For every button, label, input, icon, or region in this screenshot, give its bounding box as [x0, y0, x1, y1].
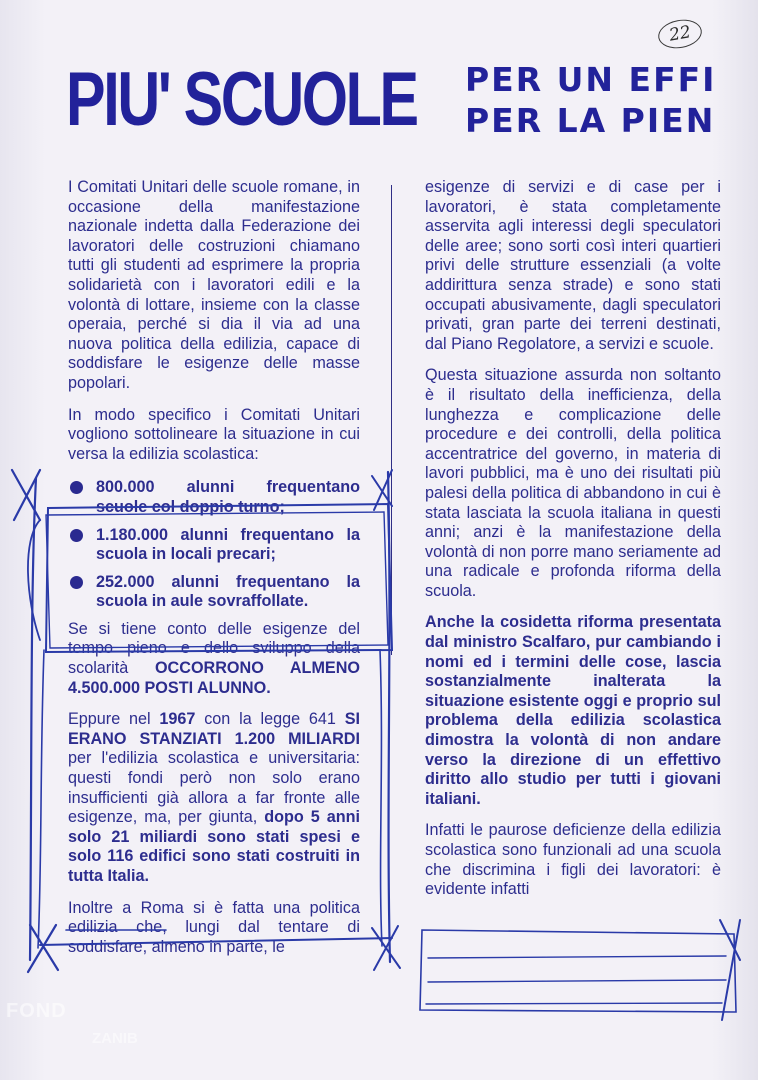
page-number: 22 — [656, 16, 704, 51]
archive-watermark-2: ZANIB — [92, 1030, 138, 1047]
headline-sub-line-1: PER UN EFFI — [465, 60, 717, 99]
left-column — [68, 178, 360, 969]
bullet-dot-icon — [70, 576, 83, 589]
list-item — [68, 526, 360, 565]
list-item-text: 800.000 alunni frequentano scuole col doppio turno; — [96, 478, 360, 516]
text-run: Eppure nel — [68, 710, 160, 729]
text-run: per l'edilizia scolastica e universitaria: questi fondi però non solo erano insufficienti già allora a far fronte alle esigenze, ma, per giunta, — [68, 749, 360, 827]
text-run-bold: OCCORRONO ALMENO 4.500.000 POSTI ALUNNO. — [68, 659, 361, 697]
bullet-dot-icon — [70, 529, 83, 542]
right-paragraph-1: esigenze di servizi e di case per i lavoratori, è stata completamente asservita agli interessi degli speculatori delle aree; sono sorti così interi quartieri privi delle strutture essenziali (a volte addirittura senza strade) e sono stati occupati abusivamente, dagli speculatori privati, gran parte dei terreni destinati, dal Piano Regolatore, a servizi e scuole. — [425, 178, 721, 353]
text-run-bold: SI ERANO STANZIATI 1.200 MILIARDI — [68, 710, 360, 748]
text-run-bold: 1967 — [159, 710, 196, 729]
text-run: con la legge 641 — [195, 710, 345, 729]
text-run-bold: dopo 5 anni solo 21 miliardi sono stati spesi e solo 116 edifici sono stati costruiti in tutta Italia. — [68, 808, 360, 885]
left-paragraph-4 — [68, 710, 360, 886]
list-item-text: 252.000 alunni frequentano la scuola in aule sovraffollate. — [96, 572, 360, 611]
column-divider — [391, 185, 392, 655]
left-paragraph-1: I Comitati Unitari delle scuole romane, in occasione della manifestazione nazionale indetta dalla Federazione dei lavoratori delle costruzioni chiamano tutti gli studenti ad esprimere la propria solidarietà con i lavoratori edili e la volontà di lottare, insieme con la classe operaia, perché si dia il via ad una nuova politica della edilizia, capace di soddisfare le esigenze delle masse popolari. — [68, 178, 360, 392]
text-run: Se si tiene conto delle esigenze del tempo pieno e dello sviluppo della scolarità — [68, 619, 360, 678]
statistics-list — [68, 478, 360, 612]
right-paragraph-2: Questa situazione assurda non soltanto è il risultato della inefficienza, della lunghezza e complicazione delle procedure e dei controlli, della politica accentratrice del governo, in materia di lavori pubblici, ma è uno dei risultati più palesi della politica di abbandono in cui è stata lasciata la scuola italiana in questi anni; anzi è la manifestazione della volontà di non porre mano seriamente ad una radicale e profonda riforma della scuola. — [425, 366, 721, 600]
left-paragraph-5: Inoltre a Roma si è fatta una politica edilizia che, lungi dal tentare di soddisfare, almeno in parte, le — [68, 898, 360, 956]
right-paragraph-4: Infatti le paurose deficienze della edilizia scolastica sono funzionali ad una scuola che discrimina i figli dei lavoratori: è evidente infatti — [425, 821, 721, 899]
headline-main: PIU' SCUOLE — [66, 57, 417, 142]
list-item-text: 1.180.000 alunni frequentano la scuola in locali precari; — [96, 525, 360, 564]
bullet-dot-icon — [70, 481, 83, 494]
list-item — [68, 478, 360, 517]
headline-sub-line-2: PER LA PIEN — [465, 101, 716, 140]
left-paragraph-2: In modo specifico i Comitati Unitari vogliono sottolineare la situazione in cui versa la edilizia scolastica: — [68, 405, 360, 463]
right-column — [425, 178, 721, 912]
list-item — [68, 573, 360, 612]
left-paragraph-3 — [68, 620, 360, 698]
right-paragraph-3: Anche la cosidetta riforma presentata dal ministro Scalfaro, pur cambiando i nomi ed i termini delle cose, lascia sostanzialmente inalterata la situazione esistente oggi e proprio sul problema della edilizia scolastica dimostra la volontà di non andare verso la direzione di un effettivo diritto allo studio per tutti i giovani italiani. — [425, 613, 721, 808]
archive-watermark: FOND — [6, 1000, 67, 1022]
